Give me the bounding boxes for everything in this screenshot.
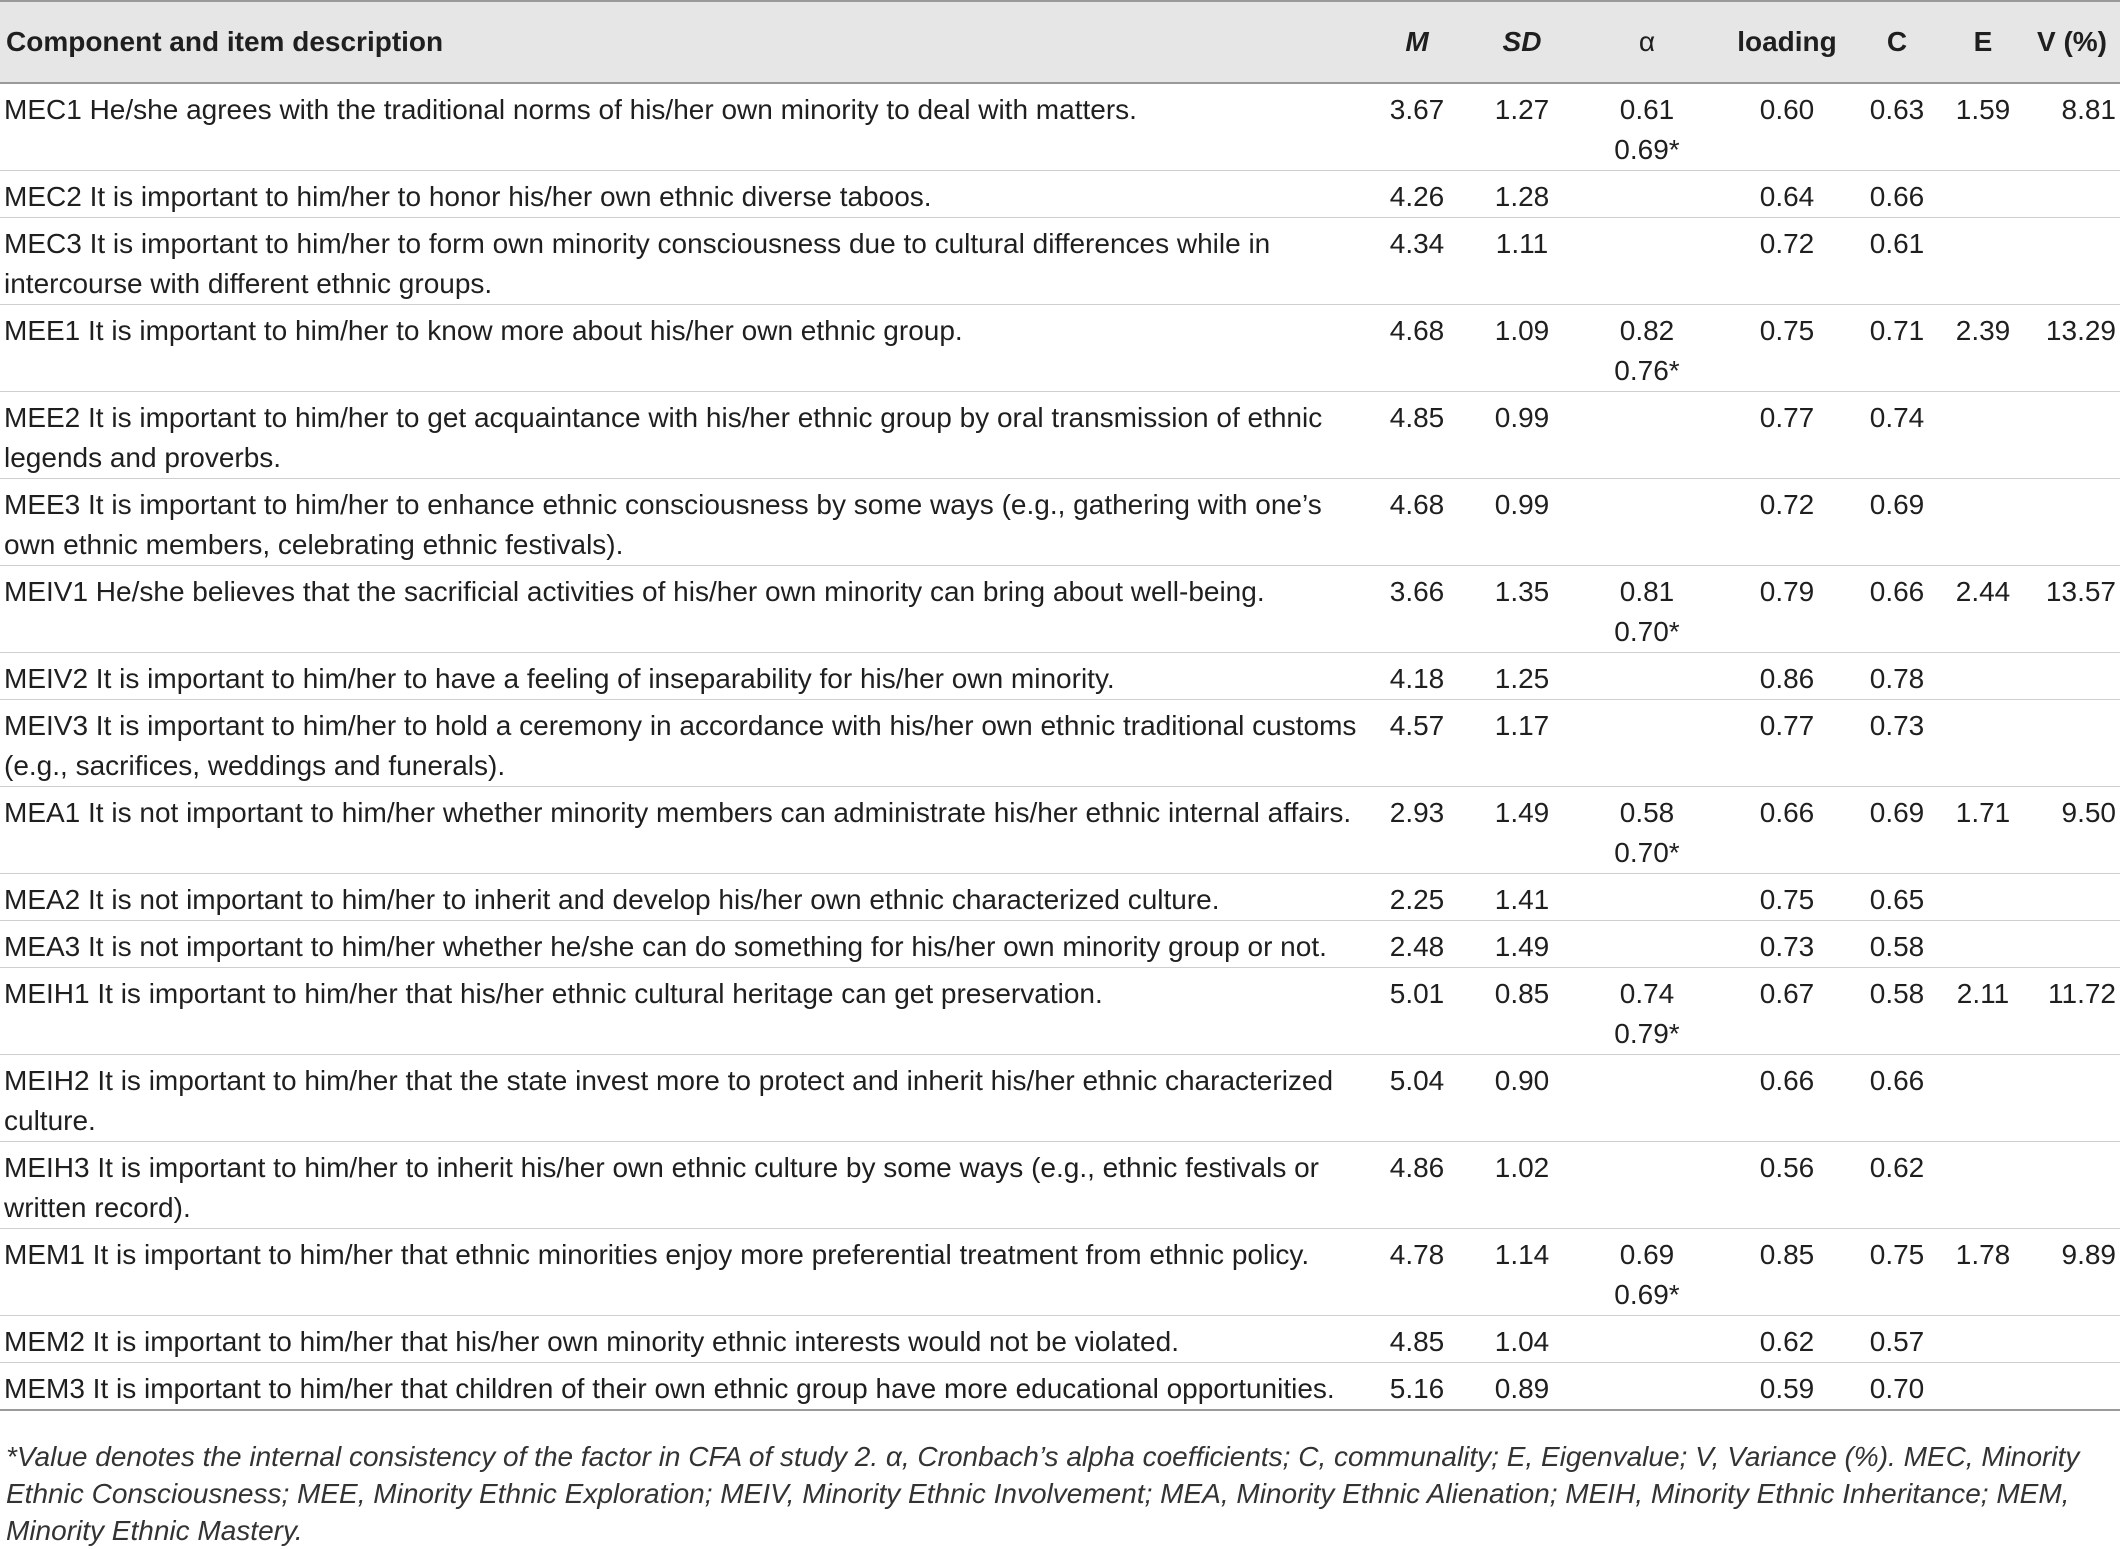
alpha-value	[1572, 479, 1722, 566]
table-header-row	[0, 1, 2120, 83]
mean-value: 4.57	[1362, 700, 1472, 787]
sd-value: 1.49	[1472, 787, 1572, 874]
mean-value: 4.85	[1362, 392, 1472, 479]
item-description: MEIH1 It is important to him/her that his/her ethnic cultural heritage can get preservation.	[0, 968, 1362, 1055]
loading-value: 0.62	[1722, 1316, 1852, 1363]
eigenvalue-value: 2.11	[1942, 968, 2024, 1055]
variance-value	[2024, 700, 2120, 787]
header-variance: V (%)	[2024, 1, 2120, 83]
header-description: Component and item description	[0, 1, 1362, 83]
table-row	[0, 653, 2120, 700]
mean-value: 3.67	[1362, 83, 1472, 171]
eigenvalue-value	[1942, 653, 2024, 700]
alpha-value	[1572, 700, 1722, 787]
variance-value	[2024, 921, 2120, 968]
item-description: MEIH2 It is important to him/her that the state invest more to protect and inherit his/her ethnic characterized culture.	[0, 1055, 1362, 1142]
item-description: MEM1 It is important to him/her that ethnic minorities enjoy more preferential treatment from ethnic policy.	[0, 1229, 1362, 1316]
alpha-cfa-value: 0.70*	[1614, 616, 1680, 647]
header-loading: loading	[1722, 1, 1852, 83]
variance-value: 11.72	[2024, 968, 2120, 1055]
mean-value: 4.34	[1362, 218, 1472, 305]
item-description: MEE3 It is important to him/her to enhance ethnic consciousness by some ways (e.g., gathering with one’s own ethnic members, celebrating ethnic festivals).	[0, 479, 1362, 566]
alpha-cfa-value: 0.69*	[1614, 134, 1680, 165]
header-sd: SD	[1472, 1, 1572, 83]
communality-value: 0.71	[1852, 305, 1942, 392]
eigenvalue-value	[1942, 218, 2024, 305]
sd-value: 0.85	[1472, 968, 1572, 1055]
communality-value: 0.57	[1852, 1316, 1942, 1363]
communality-value: 0.62	[1852, 1142, 1942, 1229]
variance-value	[2024, 392, 2120, 479]
variance-value	[2024, 653, 2120, 700]
eigenvalue-value	[1942, 1142, 2024, 1229]
item-description: MEIV3 It is important to him/her to hold a ceremony in accordance with his/her own ethnic traditional customs (e.g., sacrifices, weddings and funerals).	[0, 700, 1362, 787]
sd-value: 1.14	[1472, 1229, 1572, 1316]
table-row	[0, 566, 2120, 653]
header-communality: C	[1852, 1, 1942, 83]
table-row	[0, 1142, 2120, 1229]
variance-value	[2024, 171, 2120, 218]
communality-value: 0.69	[1852, 787, 1942, 874]
alpha-value	[1572, 968, 1722, 1055]
alpha-value	[1572, 1229, 1722, 1316]
alpha-value	[1572, 653, 1722, 700]
sd-value: 0.89	[1472, 1363, 1572, 1411]
table-row	[0, 787, 2120, 874]
mean-value: 3.66	[1362, 566, 1472, 653]
alpha-value	[1572, 921, 1722, 968]
mean-value: 2.25	[1362, 874, 1472, 921]
alpha-efa-value: 0.82	[1619, 315, 1675, 346]
sd-value: 0.99	[1472, 479, 1572, 566]
mean-value: 4.26	[1362, 171, 1472, 218]
mean-value: 4.86	[1362, 1142, 1472, 1229]
communality-value: 0.69	[1852, 479, 1942, 566]
loading-value: 0.67	[1722, 968, 1852, 1055]
variance-value	[2024, 1316, 2120, 1363]
alpha-value	[1572, 1142, 1722, 1229]
communality-value: 0.66	[1852, 171, 1942, 218]
item-description: MEM2 It is important to him/her that his/her own minority ethnic interests would not be violated.	[0, 1316, 1362, 1363]
sd-value: 1.41	[1472, 874, 1572, 921]
eigenvalue-value: 1.78	[1942, 1229, 2024, 1316]
alpha-value	[1572, 1055, 1722, 1142]
variance-value: 8.81	[2024, 83, 2120, 171]
sd-value: 1.09	[1472, 305, 1572, 392]
item-description: MEC3 It is important to him/her to form own minority consciousness due to cultural differences while in intercourse with different ethnic groups.	[0, 218, 1362, 305]
alpha-value	[1572, 83, 1722, 171]
alpha-value	[1572, 171, 1722, 218]
communality-value: 0.70	[1852, 1363, 1942, 1411]
mean-value: 4.78	[1362, 1229, 1472, 1316]
table-row	[0, 479, 2120, 566]
loading-value: 0.56	[1722, 1142, 1852, 1229]
variance-value: 13.29	[2024, 305, 2120, 392]
communality-value: 0.74	[1852, 392, 1942, 479]
eigenvalue-value	[1942, 1055, 2024, 1142]
eigenvalue-value	[1942, 1363, 2024, 1411]
table-row	[0, 700, 2120, 787]
table-body	[0, 83, 2120, 1410]
mean-value: 2.48	[1362, 921, 1472, 968]
alpha-value	[1572, 787, 1722, 874]
table-row	[0, 874, 2120, 921]
item-description: MEA2 It is not important to him/her to inherit and develop his/her own ethnic characterized culture.	[0, 874, 1362, 921]
alpha-cfa-value: 0.70*	[1614, 837, 1680, 868]
sd-value: 1.04	[1472, 1316, 1572, 1363]
table-row	[0, 171, 2120, 218]
alpha-value	[1572, 218, 1722, 305]
communality-value: 0.58	[1852, 968, 1942, 1055]
mean-value: 4.68	[1362, 305, 1472, 392]
table-footnote: *Value denotes the internal consistency of the factor in CFA of study 2. α, Cronbach’s alpha coefficients; C, communality; E, Eigenvalue; V, Variance (%). MEC, Minority Ethnic Consciousness; MEE, Minority Ethnic Exploration; MEIV, Minority Ethnic Involvement; MEA, Minority Ethnic Alienation; MEIH, Minority Ethnic Inheritance; MEM, Minority Ethnic Mastery.	[6, 1441, 2080, 1546]
sd-value: 0.90	[1472, 1055, 1572, 1142]
loading-value: 0.66	[1722, 787, 1852, 874]
sd-value: 1.27	[1472, 83, 1572, 171]
item-description: MEA1 It is not important to him/her whether minority members can administrate his/her ethnic internal affairs.	[0, 787, 1362, 874]
item-description: MEM3 It is important to him/her that children of their own ethnic group have more educational opportunities.	[0, 1363, 1362, 1411]
mean-value: 5.04	[1362, 1055, 1472, 1142]
mean-value: 4.18	[1362, 653, 1472, 700]
communality-value: 0.66	[1852, 1055, 1942, 1142]
loading-value: 0.66	[1722, 1055, 1852, 1142]
item-description: MEA3 It is not important to him/her whether he/she can do something for his/her own minority group or not.	[0, 921, 1362, 968]
item-description: MEIV2 It is important to him/her to have a feeling of inseparability for his/her own minority.	[0, 653, 1362, 700]
variance-value: 9.89	[2024, 1229, 2120, 1316]
sd-value: 1.11	[1472, 218, 1572, 305]
table-row	[0, 1055, 2120, 1142]
table-row	[0, 218, 2120, 305]
table-row	[0, 1229, 2120, 1316]
table-row	[0, 968, 2120, 1055]
table-row	[0, 392, 2120, 479]
item-description: MEE1 It is important to him/her to know more about his/her own ethnic group.	[0, 305, 1362, 392]
communality-value: 0.63	[1852, 83, 1942, 171]
eigenvalue-value	[1942, 700, 2024, 787]
communality-value: 0.78	[1852, 653, 1942, 700]
variance-value	[2024, 1363, 2120, 1411]
variance-value	[2024, 1142, 2120, 1229]
variance-value	[2024, 874, 2120, 921]
eigenvalue-value: 2.39	[1942, 305, 2024, 392]
eigenvalue-value	[1942, 171, 2024, 218]
eigenvalue-value	[1942, 1316, 2024, 1363]
alpha-value	[1572, 874, 1722, 921]
item-description: MEC1 He/she agrees with the traditional norms of his/her own minority to deal with matters.	[0, 83, 1362, 171]
sd-value: 0.99	[1472, 392, 1572, 479]
table-row	[0, 305, 2120, 392]
table-row	[0, 83, 2120, 171]
loading-value: 0.72	[1722, 218, 1852, 305]
mean-value: 2.93	[1362, 787, 1472, 874]
eigenvalue-value: 1.71	[1942, 787, 2024, 874]
item-description: MEIH3 It is important to him/her to inherit his/her own ethnic culture by some ways (e.g., ethnic festivals or written record).	[0, 1142, 1362, 1229]
eigenvalue-value	[1942, 921, 2024, 968]
eigenvalue-value	[1942, 479, 2024, 566]
eigenvalue-value	[1942, 392, 2024, 479]
loading-value: 0.86	[1722, 653, 1852, 700]
loading-value: 0.73	[1722, 921, 1852, 968]
loading-value: 0.75	[1722, 305, 1852, 392]
sd-value: 1.17	[1472, 700, 1572, 787]
table-row	[0, 921, 2120, 968]
alpha-value	[1572, 392, 1722, 479]
alpha-cfa-value: 0.76*	[1614, 355, 1680, 386]
item-description: MEC2 It is important to him/her to honor his/her own ethnic diverse taboos.	[0, 171, 1362, 218]
sd-value: 1.35	[1472, 566, 1572, 653]
alpha-value	[1572, 1316, 1722, 1363]
header-eigenvalue: E	[1942, 1, 2024, 83]
table-row	[0, 1363, 2120, 1411]
alpha-efa-value: 0.74	[1619, 978, 1675, 1009]
communality-value: 0.73	[1852, 700, 1942, 787]
alpha-value	[1572, 1363, 1722, 1411]
communality-value: 0.65	[1852, 874, 1942, 921]
mean-value: 5.01	[1362, 968, 1472, 1055]
eigenvalue-value: 1.59	[1942, 83, 2024, 171]
header-mean: M	[1362, 1, 1472, 83]
sd-value: 1.02	[1472, 1142, 1572, 1229]
variance-value: 9.50	[2024, 787, 2120, 874]
loading-value: 0.59	[1722, 1363, 1852, 1411]
item-description: MEIV1 He/she believes that the sacrificial activities of his/her own minority can bring about well-being.	[0, 566, 1362, 653]
alpha-value	[1572, 566, 1722, 653]
alpha-cfa-value: 0.69*	[1614, 1279, 1680, 1310]
loading-value: 0.79	[1722, 566, 1852, 653]
loading-value: 0.64	[1722, 171, 1852, 218]
variance-value	[2024, 479, 2120, 566]
communality-value: 0.66	[1852, 566, 1942, 653]
variance-value	[2024, 218, 2120, 305]
alpha-value	[1572, 305, 1722, 392]
communality-value: 0.61	[1852, 218, 1942, 305]
communality-value: 0.58	[1852, 921, 1942, 968]
communality-value: 0.75	[1852, 1229, 1942, 1316]
alpha-efa-value: 0.81	[1619, 576, 1675, 607]
mean-value: 4.68	[1362, 479, 1472, 566]
sd-value: 1.49	[1472, 921, 1572, 968]
loading-value: 0.75	[1722, 874, 1852, 921]
sd-value: 1.28	[1472, 171, 1572, 218]
loading-value: 0.85	[1722, 1229, 1852, 1316]
alpha-efa-value: 0.61	[1619, 94, 1675, 125]
eigenvalue-value	[1942, 874, 2024, 921]
sd-value: 1.25	[1472, 653, 1572, 700]
eigenvalue-value: 2.44	[1942, 566, 2024, 653]
loading-value: 0.77	[1722, 700, 1852, 787]
mean-value: 4.85	[1362, 1316, 1472, 1363]
alpha-efa-value: 0.58	[1619, 797, 1675, 828]
item-description: MEE2 It is important to him/her to get acquaintance with his/her ethnic group by oral transmission of ethnic legends and proverbs.	[0, 392, 1362, 479]
mean-value: 5.16	[1362, 1363, 1472, 1411]
table-row	[0, 1316, 2120, 1363]
alpha-efa-value: 0.69	[1619, 1239, 1675, 1270]
header-alpha: α	[1572, 1, 1722, 83]
variance-value: 13.57	[2024, 566, 2120, 653]
loading-value: 0.60	[1722, 83, 1852, 171]
alpha-cfa-value: 0.79*	[1614, 1018, 1680, 1049]
loading-value: 0.72	[1722, 479, 1852, 566]
variance-value	[2024, 1055, 2120, 1142]
loading-value: 0.77	[1722, 392, 1852, 479]
